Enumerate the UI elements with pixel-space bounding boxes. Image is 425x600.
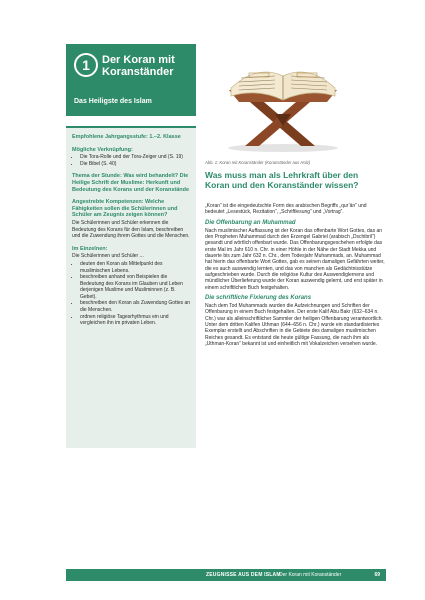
list-item: • Die Tora-Rolle und der Tora-Zeiger und (S. 19) (80, 154, 192, 161)
main-text (205, 203, 385, 349)
footer-topic: Der Koran mit Koranständer (279, 572, 342, 578)
footer-section: ZEUGNISSE AUS DEM ISLAM (206, 572, 281, 578)
section-question-title: Was muss man als Lehrkraft über den Koran und den Koranständer wissen? (205, 170, 359, 190)
competence-heading: Angestrebte Kompetenzen: Welche Fähigkeiten sollen die Schülerinnen und Schüler am Zeugnis zeigen können? (72, 199, 178, 219)
topic-heading: Thema der Stunde: Was wird behandelt? Die Heilige Schrift der Muslime: Herkunft und Bedeutung des Korans und der Koranstände (72, 173, 190, 193)
subheading-written: Die schriftliche Fixierung des Korans (205, 294, 312, 301)
grade-heading: Empfohlene Jahrgangsstufe: 1.–2. Klasse (72, 134, 181, 140)
intro-paragraph: „Koran“ ist die eingedeutschte Form des arabischen Begriffs „qur’ān“ und bedeutet „Lesestück, Rezitation“, „Schriftlesung“ und „Vortrag“. (205, 203, 367, 216)
revelation-paragraph: Nach muslimischer Auffassung ist der Koran das offenbarte Wort Gottes, das an den Propheten Muhammad durch den Erzengel Gabriel (arabisch „Dschibril“) gesandt und wörtlich offenbart wurde. Das Offenbarungsgeschehen erfolgte das erste Mal im Jahr 610 n. Chr. in einer Höhle in der Nähe der Stadt Mekka und dauerte bis zum Jahr 632 n. Chr., dem Todesjahr Muhammads, an. Muhammad hat hierin das offenbarte Wort Gottes, gab es seinen damaligen Gefährten weiter, die es auch auswendig lernten, und das von manchen als Gedächtnisstütze aufgeschrieben wurde. Durch die religiöse Kultur des Auswendiglernens und mündlicher Überlieferung wurde der Koran auswendig gelernt, und erst später in einem schriftlichen Buch festgehalten. (205, 227, 385, 291)
page-number: 69 (374, 572, 380, 578)
koran-image (205, 44, 355, 156)
chapter-number: 1 (74, 53, 98, 77)
links-list (72, 154, 192, 167)
subheading-revelation: Die Offenbarung an Muhammad (205, 219, 296, 226)
info-box (66, 126, 196, 448)
details-intro: Die Schülerinnen und Schüler ... (72, 253, 144, 260)
details-list (72, 261, 192, 327)
chapter-title: Der Koran mit Koranständer (102, 54, 175, 78)
list-item: • Die Bibel (S. 40) (80, 161, 192, 168)
details-heading: Im Einzelnen: (72, 245, 108, 252)
image-caption: Abb. 1: Koran mit Koranständer (Koranständer aus Holz) (205, 160, 311, 165)
koran-stand-illustration (205, 44, 355, 156)
written-paragraph: Nach dem Tod Muhammads wurden die Aufzeichnungen und Schriften der Offenbarung in einem Buch festgehalten. Der erste Kalif Abu Bakr (632–634 n. Chr.) war als alleinschriftlicher Sammler der heiligen Offenbarung verantwortlich. Unter dem dritten Kalifen Uthman (644–656 n. Chr.) wurde ein standardisiertes Exemplar erstellt und Abschriften in die Gebiete des damaligen muslimischen Reiches gesandt. Es entstand die heute gültige Fassung, die nach ihm als „Uthman-Koran“ bekannt ist und einheitlich mit Vokalzeichen versehen wurde. (205, 303, 383, 347)
list-item: • deuten den Koran als Mittelpunkt des muslimischen Lebens. (80, 261, 192, 274)
chapter-subtitle: Das Heiligste des Islam (74, 98, 152, 105)
competence-text: Die Schülerinnen und Schüler erkennen die Bedeutung des Korans für den Islam, beschreiben und die Zuwendung ihrem Gottes und die Menschen. (72, 219, 190, 240)
chapter-header (66, 44, 196, 116)
list-item: • beschreiben den Koran als Zuwendung Gottes an die Menschen. (80, 300, 192, 313)
list-item: • beschreiben anhand von Beispielen die Bedeutung des Korans im Glauben und Leben derjenigen Muslime und Musliminnen (z. B. Gebet). (80, 274, 192, 300)
page-footer (66, 569, 386, 581)
list-item: • ordnen religiöse Tagesrhythmus ein und vergleichen ihn im privaten Leben. (80, 314, 192, 327)
links-heading: Mögliche Verknüpfung: (72, 146, 133, 153)
